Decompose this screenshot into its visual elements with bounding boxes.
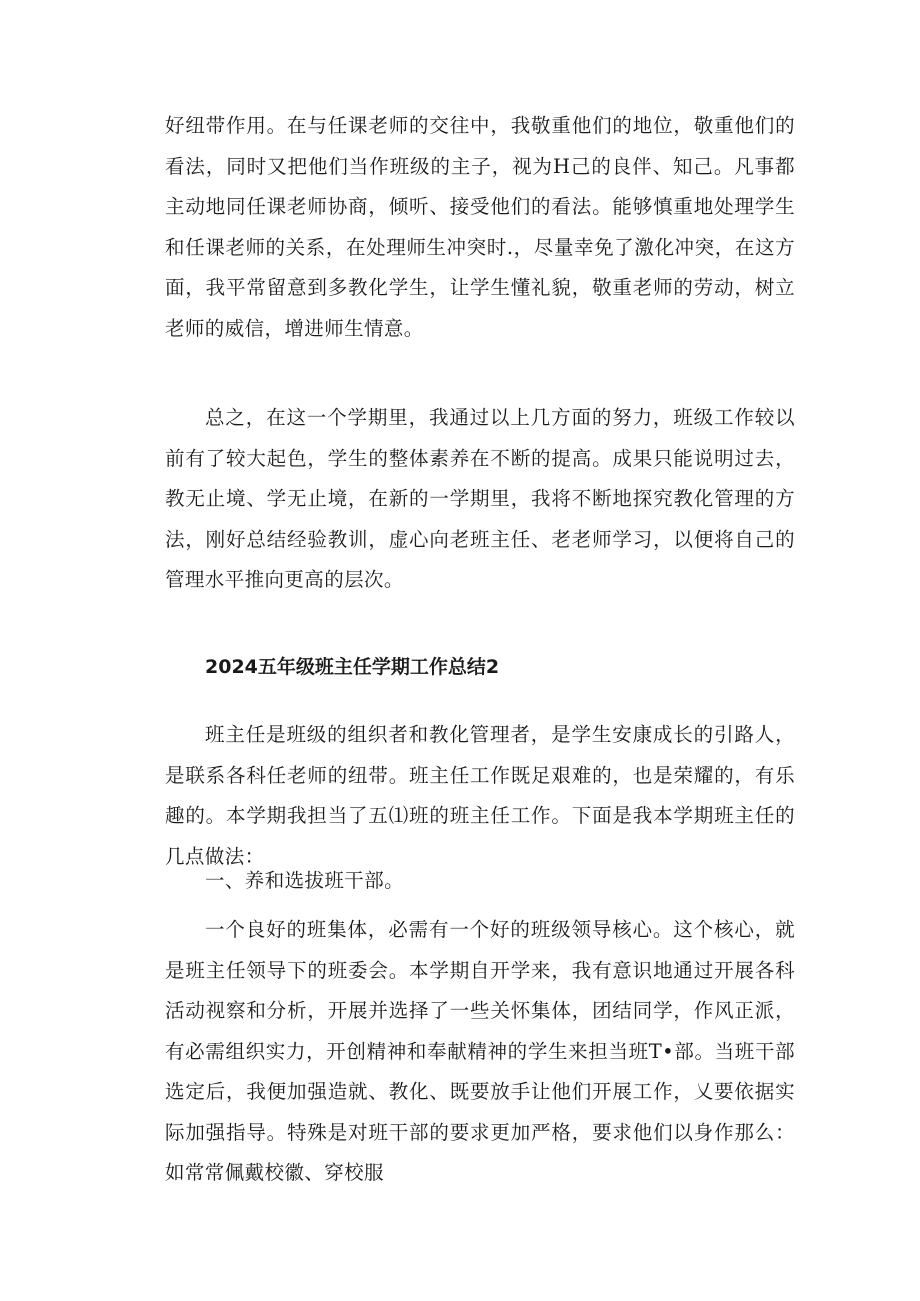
section-title: 2024五年级班主任学期工作总结2 [205, 656, 500, 678]
continued-paragraph: 好纽带作用。在与任课老师的交往中，我敬重他们的地位，敬重他们的看法，同时又把他们当作班级的主子，视为H己的良伴、知己。凡事都主动地同任课老师协商，倾听、接受他们的看法。能够慎重地处理学生和任课老师的关系，在处理师生冲突时.，尽量幸免了激化冲突，在这方面，我平常留意到多教化学生，让学生懂礼貌，敬重老师的劳动，树立老师的威信，增进师生情意。 [165, 114, 795, 340]
intro-paragraph: 班主任是班级的组织者和教化管理者，是学生安康成长的引路人，是联系各科任老师的纽带。班主任工作既足艰难的，也是荣耀的，有乐趣的。本学期我担当了五⑴班的班主任工作。下面是我本学期班主任的几点做法： [165, 723, 795, 868]
point-one-heading: 一、养和选拔班干部。 [205, 869, 405, 892]
summary-paragraph: 总之，在这一个学期里，我通过以上几方面的努力，班级工作较以前有了较大起色，学生的整体素养在不断的提高。成果只能说明过去，教无止境、学无止境，在新的一学期里，我将不断地探究教化管理的方法，刚好总结经验教训，虚心向老班主任、老老师学习，以便将自己的管理水平推向更高的层次。 [165, 406, 795, 591]
point-one-paragraph: 一个良好的班集体，必需有一个好的班级领导核心。这个核心，就是班主任领导下的班委会。本学期自开学来，我有意识地通过开展各科活动视察和分析，开展并选择了一些关怀集体，团结同学，作风正派，有必需组织实力，开创精神和奉献精神的学生来担当班T•部。当班干部选定后，我便加强造就、教化、既要放手让他们开展工作，乂要依据实际加强指导。特殊是对班干部的要求更加严格，要求他们以身作那么：如常常佩戴校徽、穿校服 [165, 918, 795, 1184]
